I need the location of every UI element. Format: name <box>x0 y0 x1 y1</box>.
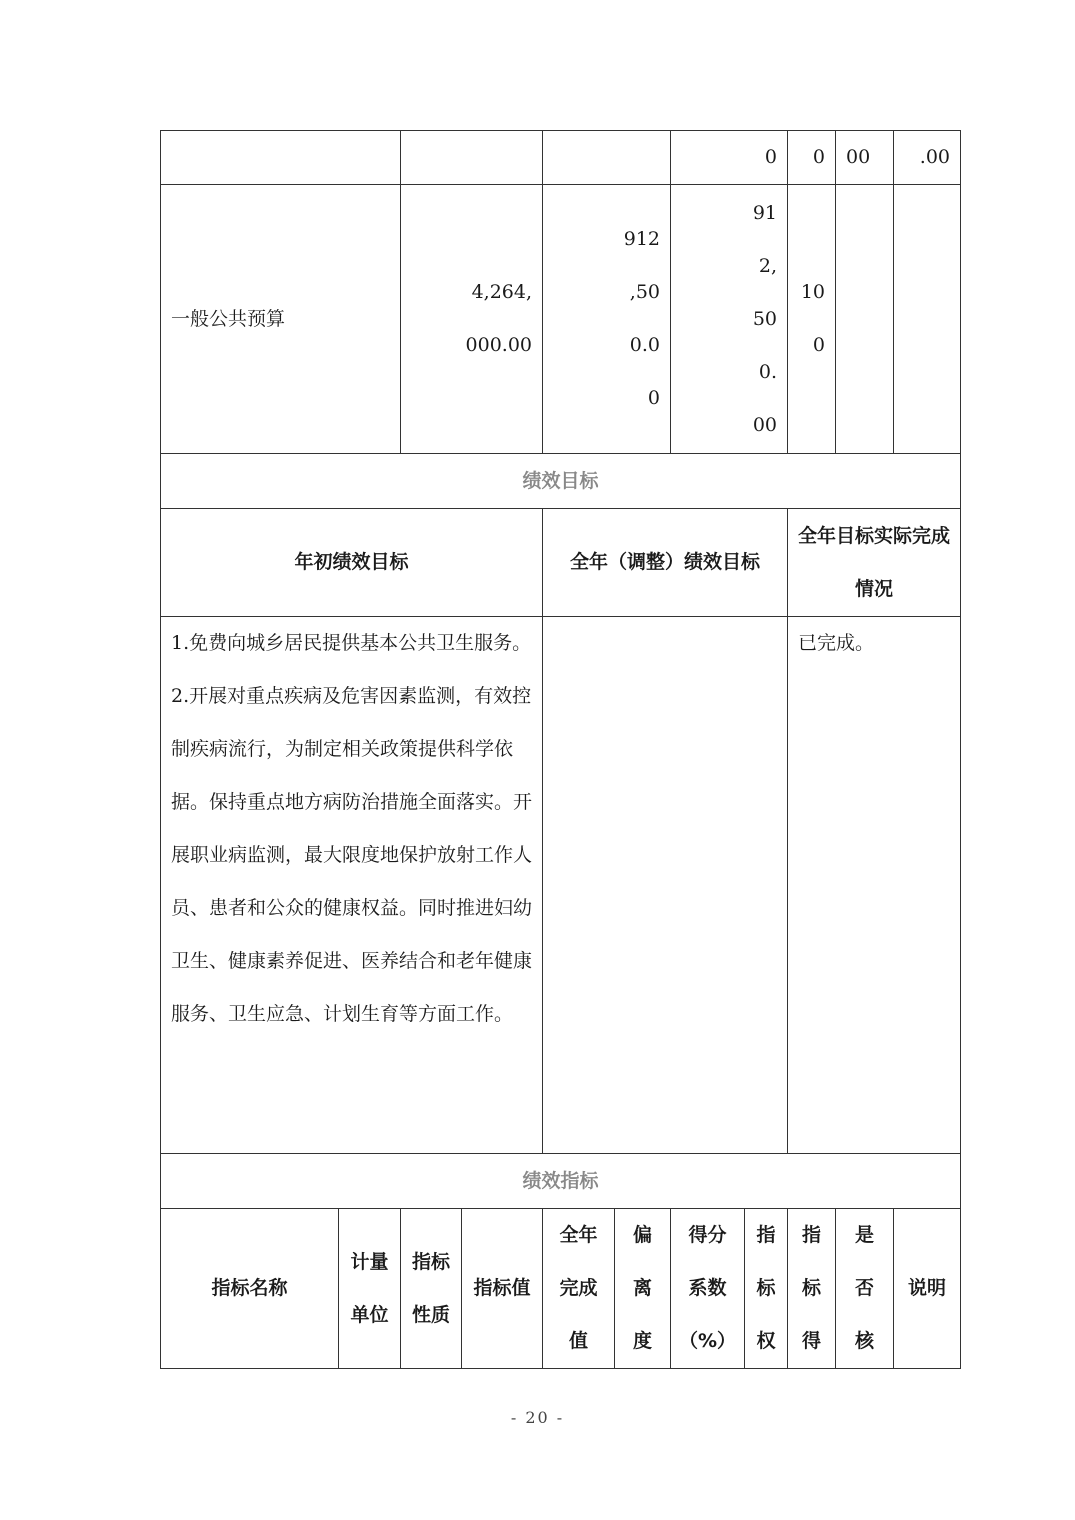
budget-value-annual: 4,264, 000.00 <box>401 185 543 454</box>
header-adjusted-goals: 全年（调整）绩效目标 <box>543 509 788 617</box>
budget-value-rate: 00 <box>836 131 894 185</box>
budget-source-name <box>161 131 401 185</box>
goals-section-title: 绩效目标 <box>161 454 961 509</box>
indicator-header-cell: 全年 完成 值 <box>543 1209 615 1369</box>
indicators-header-row <box>161 1209 961 1369</box>
header-actual-completion: 全年目标实际完成情况 <box>788 509 961 617</box>
budget-performance-table <box>160 130 961 1369</box>
budget-source-name: 一般公共预算 <box>161 185 401 454</box>
actual-completion-text: 已完成。 <box>788 617 961 1154</box>
budget-row <box>161 185 961 454</box>
indicator-header-cell: 指标名称 <box>161 1209 339 1369</box>
budget-value-points: .00 <box>894 131 961 185</box>
initial-goals-text: 1.免费向城乡居民提供基本公共卫生服务。 2.开展对重点疾病及危害因素监测，有效控制疾病流行，为制定相关政策提供科学依据。保持重点地方病防治措施全面落实。开展职业病监测，最大限度地保护放射工作人员、患者和公众的健康权益。同时推进妇幼卫生、健康素养促进、医养结合和老年健康服务、卫生应急、计划生育等方面工作。 <box>161 617 543 1154</box>
budget-value-adjusted <box>543 131 671 185</box>
indicator-header-cell: 得分 系数 （%） <box>671 1209 745 1369</box>
indicators-section-title: 绩效指标 <box>161 1154 961 1209</box>
indicator-header-cell: 指 标 得 <box>788 1209 836 1369</box>
budget-value-score: 0 <box>788 131 836 185</box>
header-initial-goals: 年初绩效目标 <box>161 509 543 617</box>
budget-value-annual <box>401 131 543 185</box>
adjusted-goals-text <box>543 617 788 1154</box>
indicator-header-cell: 偏 离 度 <box>615 1209 671 1369</box>
goals-content-row <box>161 617 961 1154</box>
indicator-header-cell: 计量 单位 <box>339 1209 401 1369</box>
page-number: - 20 - <box>510 1408 565 1427</box>
budget-value-points <box>894 185 961 454</box>
budget-value-rate <box>836 185 894 454</box>
budget-row <box>161 131 961 185</box>
indicator-header-cell: 是 否 核 <box>836 1209 894 1369</box>
budget-value-score: 10 0 <box>788 185 836 454</box>
budget-value-executed: 91 2, 50 0. 00 <box>671 185 788 454</box>
goals-section-row <box>161 454 961 509</box>
indicator-header-cell: 指标值 <box>462 1209 543 1369</box>
budget-value-executed: 0 <box>671 131 788 185</box>
goals-header-row <box>161 509 961 617</box>
indicator-header-cell: 指 标 权 <box>745 1209 788 1369</box>
indicator-header-cell: 说明 <box>894 1209 961 1369</box>
budget-value-adjusted: 912 ,50 0.0 0 <box>543 185 671 454</box>
indicator-header-cell: 指标 性质 <box>401 1209 462 1369</box>
indicators-section-row <box>161 1154 961 1209</box>
